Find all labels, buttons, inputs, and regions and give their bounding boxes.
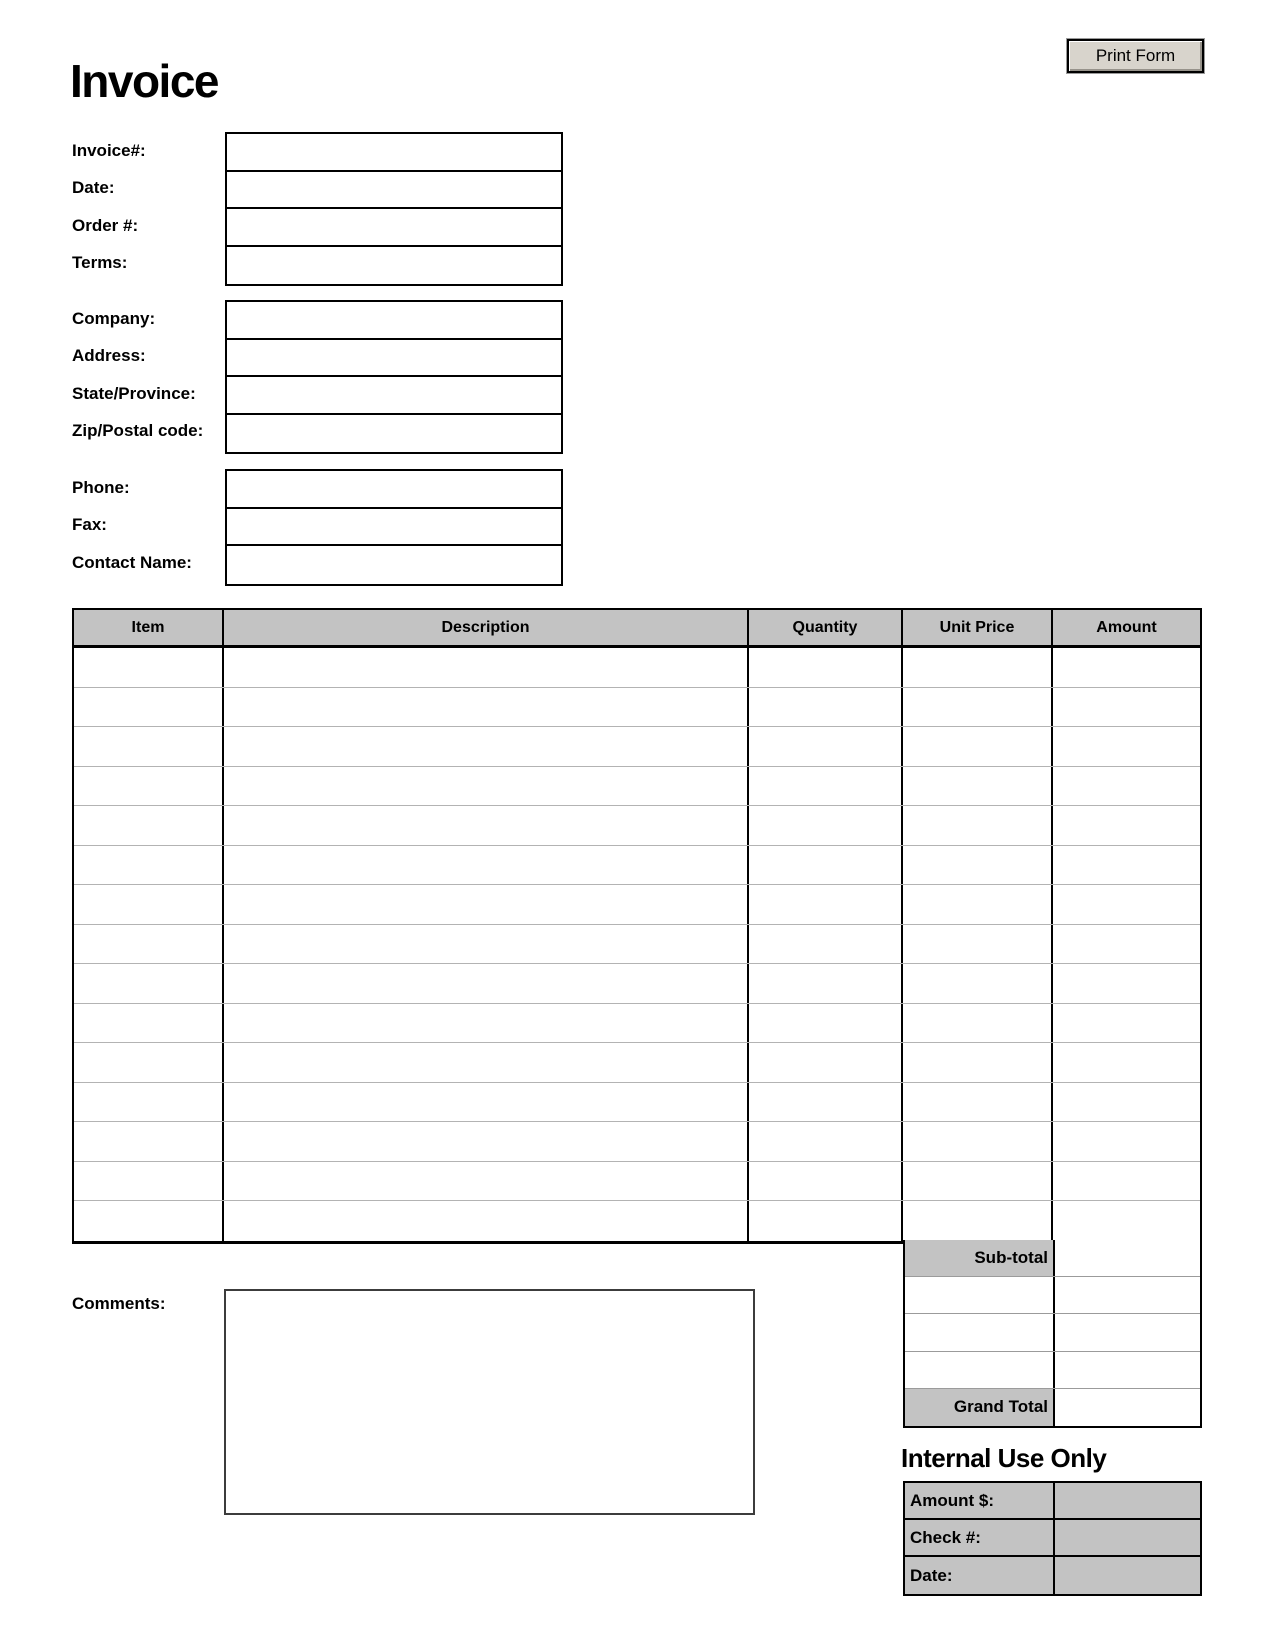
contact-name-label: Contact Name: bbox=[72, 552, 192, 572]
totals-blank-label[interactable] bbox=[905, 1352, 1055, 1388]
quantity-cell[interactable] bbox=[749, 648, 903, 687]
item-cell[interactable] bbox=[74, 1201, 224, 1241]
description-cell[interactable] bbox=[224, 767, 749, 806]
description-cell[interactable] bbox=[224, 806, 749, 845]
grand-total-row bbox=[905, 1389, 1200, 1426]
table-row bbox=[74, 727, 1200, 767]
table-row bbox=[74, 846, 1200, 886]
unit-price-cell[interactable] bbox=[903, 648, 1053, 687]
internal-amount-label: Amount $: bbox=[905, 1483, 1055, 1518]
unit-price-cell[interactable] bbox=[903, 1083, 1053, 1122]
item-cell[interactable] bbox=[74, 925, 224, 964]
item-cell[interactable] bbox=[74, 806, 224, 845]
quantity-cell[interactable] bbox=[749, 688, 903, 727]
column-header-amount: Amount bbox=[1096, 618, 1157, 636]
unit-price-cell[interactable] bbox=[903, 1201, 1053, 1241]
contact-info-boxes bbox=[225, 469, 563, 586]
item-cell[interactable] bbox=[74, 1162, 224, 1201]
amount-cell[interactable] bbox=[1053, 846, 1200, 885]
invoice-number-label: Invoice#: bbox=[72, 140, 146, 160]
amount-cell[interactable] bbox=[1053, 964, 1200, 1003]
internal-amount-value[interactable] bbox=[1055, 1483, 1200, 1518]
description-cell[interactable] bbox=[224, 885, 749, 924]
invoice-info-boxes bbox=[225, 132, 563, 286]
unit-price-cell[interactable] bbox=[903, 806, 1053, 845]
table-row bbox=[74, 925, 1200, 965]
amount-cell[interactable] bbox=[1053, 1201, 1200, 1241]
item-cell[interactable] bbox=[74, 767, 224, 806]
terms-input[interactable] bbox=[227, 247, 561, 285]
quantity-cell[interactable] bbox=[749, 925, 903, 964]
column-header-item: Item bbox=[74, 610, 224, 645]
amount-cell[interactable] bbox=[1053, 925, 1200, 964]
table-row bbox=[74, 1043, 1200, 1083]
item-cell[interactable] bbox=[74, 1043, 224, 1082]
description-cell[interactable] bbox=[224, 727, 749, 766]
amount-cell[interactable] bbox=[1053, 1004, 1200, 1043]
item-cell[interactable] bbox=[74, 846, 224, 885]
internal-use-table bbox=[903, 1481, 1202, 1596]
print-form-button[interactable]: Print Form bbox=[1067, 39, 1204, 73]
internal-check-label: Check #: bbox=[905, 1520, 1055, 1555]
totals-blank-value[interactable] bbox=[1055, 1314, 1200, 1350]
totals-blank-value[interactable] bbox=[1055, 1277, 1200, 1313]
amount-cell[interactable] bbox=[1053, 1122, 1200, 1161]
invoice-info-labels bbox=[72, 132, 225, 286]
description-cell[interactable] bbox=[224, 1083, 749, 1122]
item-cell[interactable] bbox=[74, 648, 224, 687]
table-row bbox=[74, 1083, 1200, 1123]
item-cell[interactable] bbox=[74, 885, 224, 924]
internal-check-value[interactable] bbox=[1055, 1520, 1200, 1555]
amount-cell[interactable] bbox=[1053, 1043, 1200, 1082]
phone-input[interactable] bbox=[227, 471, 561, 509]
order-number-input[interactable] bbox=[227, 209, 561, 247]
table-row bbox=[74, 1004, 1200, 1044]
internal-check-row bbox=[905, 1520, 1200, 1557]
quantity-cell[interactable] bbox=[749, 767, 903, 806]
totals-blank-row bbox=[905, 1352, 1200, 1389]
amount-cell[interactable] bbox=[1053, 688, 1200, 727]
company-info-group bbox=[72, 300, 563, 454]
unit-price-cell[interactable] bbox=[903, 688, 1053, 727]
amount-cell[interactable] bbox=[1053, 648, 1200, 687]
internal-date-row bbox=[905, 1557, 1200, 1594]
subtotal-label: Sub-total bbox=[905, 1240, 1055, 1276]
address-input[interactable] bbox=[227, 340, 561, 378]
line-items-table bbox=[72, 608, 1202, 1244]
quantity-cell[interactable] bbox=[749, 1162, 903, 1201]
item-cell[interactable] bbox=[74, 1083, 224, 1122]
unit-price-cell[interactable] bbox=[903, 767, 1053, 806]
quantity-cell[interactable] bbox=[749, 727, 903, 766]
quantity-cell[interactable] bbox=[749, 806, 903, 845]
internal-use-heading: Internal Use Only bbox=[901, 1443, 1107, 1473]
order-number-label: Order #: bbox=[72, 215, 139, 235]
table-header-row bbox=[74, 610, 1200, 648]
internal-date-value[interactable] bbox=[1055, 1557, 1200, 1594]
table-row bbox=[74, 1122, 1200, 1162]
unit-price-cell[interactable] bbox=[903, 925, 1053, 964]
unit-price-cell[interactable] bbox=[903, 1122, 1053, 1161]
totals-blank-label[interactable] bbox=[905, 1314, 1055, 1350]
quantity-cell[interactable] bbox=[749, 1043, 903, 1082]
description-cell[interactable] bbox=[224, 1122, 749, 1161]
phone-label: Phone: bbox=[72, 477, 130, 497]
table-row bbox=[74, 767, 1200, 807]
state-province-input[interactable] bbox=[227, 377, 561, 415]
amount-cell[interactable] bbox=[1053, 1083, 1200, 1122]
item-cell[interactable] bbox=[74, 964, 224, 1003]
item-cell[interactable] bbox=[74, 1122, 224, 1161]
amount-cell[interactable] bbox=[1053, 727, 1200, 766]
quantity-cell[interactable] bbox=[749, 885, 903, 924]
description-cell[interactable] bbox=[224, 925, 749, 964]
description-cell[interactable] bbox=[224, 1043, 749, 1082]
fax-label: Fax: bbox=[72, 515, 107, 535]
table-row bbox=[74, 1201, 1200, 1241]
quantity-cell[interactable] bbox=[749, 1122, 903, 1161]
description-cell[interactable] bbox=[224, 964, 749, 1003]
invoice-number-input[interactable] bbox=[227, 134, 561, 172]
address-label: Address: bbox=[72, 346, 146, 366]
unit-price-cell[interactable] bbox=[903, 964, 1053, 1003]
state-province-label: State/Province: bbox=[72, 383, 196, 403]
totals-blank-label[interactable] bbox=[905, 1277, 1055, 1313]
company-info-boxes bbox=[225, 300, 563, 454]
internal-amount-row bbox=[905, 1483, 1200, 1520]
table-row bbox=[74, 806, 1200, 846]
unit-price-cell[interactable] bbox=[903, 1004, 1053, 1043]
company-info-labels bbox=[72, 300, 225, 454]
description-cell[interactable] bbox=[224, 688, 749, 727]
quantity-cell[interactable] bbox=[749, 964, 903, 1003]
comments-input[interactable] bbox=[224, 1289, 755, 1515]
amount-cell[interactable] bbox=[1053, 767, 1200, 806]
zip-postal-input[interactable] bbox=[227, 415, 561, 453]
column-header-unit-price: Unit Price bbox=[903, 610, 1053, 645]
description-cell[interactable] bbox=[224, 1201, 749, 1241]
subtotal-row bbox=[905, 1240, 1200, 1277]
amount-cell[interactable] bbox=[1053, 1162, 1200, 1201]
page-title: Invoice bbox=[70, 55, 219, 107]
quantity-cell[interactable] bbox=[749, 1201, 903, 1241]
contact-name-input[interactable] bbox=[227, 546, 561, 584]
description-cell[interactable] bbox=[224, 1162, 749, 1201]
internal-date-label: Date: bbox=[905, 1557, 1055, 1594]
table-body bbox=[74, 648, 1200, 1241]
column-header-quantity: Quantity bbox=[749, 610, 903, 645]
company-label: Company: bbox=[72, 308, 156, 328]
terms-label: Terms: bbox=[72, 253, 128, 273]
totals-blank-row bbox=[905, 1314, 1200, 1351]
item-cell[interactable] bbox=[74, 727, 224, 766]
contact-info-group bbox=[72, 469, 563, 586]
date-label: Date: bbox=[72, 178, 115, 198]
quantity-cell[interactable] bbox=[749, 846, 903, 885]
amount-cell[interactable] bbox=[1053, 806, 1200, 845]
description-cell[interactable] bbox=[224, 846, 749, 885]
date-input[interactable] bbox=[227, 172, 561, 210]
totals-blank-value[interactable] bbox=[1055, 1352, 1200, 1388]
company-input[interactable] bbox=[227, 302, 561, 340]
description-cell[interactable] bbox=[224, 648, 749, 687]
contact-info-labels bbox=[72, 469, 225, 586]
table-row bbox=[74, 688, 1200, 728]
comments-label: Comments: bbox=[72, 1294, 166, 1313]
subtotal-value[interactable] bbox=[1055, 1240, 1200, 1276]
quantity-cell[interactable] bbox=[749, 1004, 903, 1043]
unit-price-cell[interactable] bbox=[903, 846, 1053, 885]
table-row bbox=[74, 885, 1200, 925]
item-cell[interactable] bbox=[74, 1004, 224, 1043]
table-row bbox=[74, 964, 1200, 1004]
invoice-info-group bbox=[72, 132, 563, 286]
grand-total-label: Grand Total bbox=[905, 1389, 1055, 1426]
table-row bbox=[74, 1162, 1200, 1202]
fax-input[interactable] bbox=[227, 509, 561, 547]
unit-price-cell[interactable] bbox=[903, 885, 1053, 924]
item-cell[interactable] bbox=[74, 688, 224, 727]
unit-price-cell[interactable] bbox=[903, 1162, 1053, 1201]
zip-postal-label: Zip/Postal code: bbox=[72, 421, 204, 441]
table-row bbox=[74, 648, 1200, 688]
unit-price-cell[interactable] bbox=[903, 727, 1053, 766]
amount-cell[interactable] bbox=[1053, 885, 1200, 924]
grand-total-value[interactable] bbox=[1055, 1389, 1200, 1426]
totals-section bbox=[903, 1240, 1202, 1428]
column-header-description: Description bbox=[224, 610, 749, 645]
description-cell[interactable] bbox=[224, 1004, 749, 1043]
quantity-cell[interactable] bbox=[749, 1083, 903, 1122]
unit-price-cell[interactable] bbox=[903, 1043, 1053, 1082]
totals-blank-row bbox=[905, 1277, 1200, 1314]
